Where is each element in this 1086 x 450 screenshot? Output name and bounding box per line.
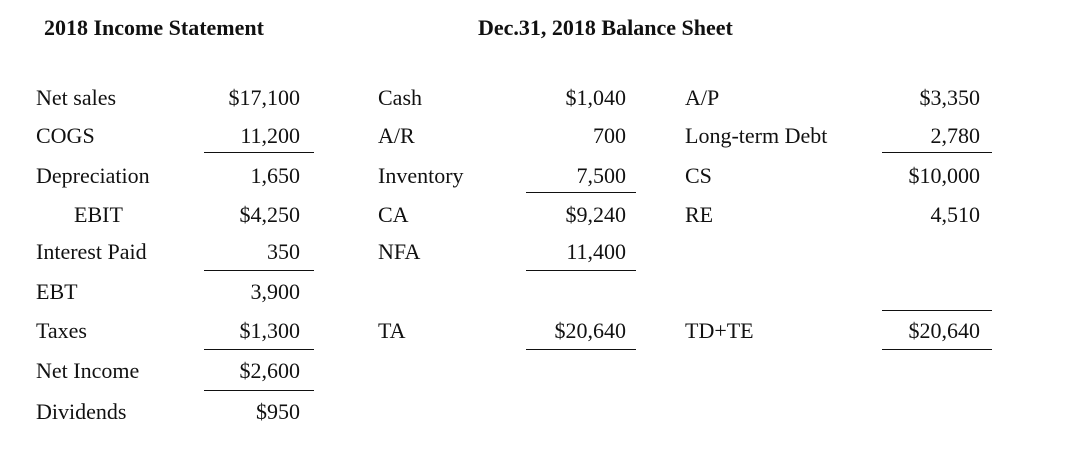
is-label-ebt: EBT	[36, 279, 78, 304]
is-value-depreciation: 1,650	[250, 163, 300, 188]
is-label-net-sales: Net sales	[36, 85, 117, 110]
bs-rule-after-td-te	[882, 349, 992, 350]
bs-label-cash: Cash	[378, 85, 422, 110]
is-value-dividends: $950	[256, 399, 300, 424]
bs-value-nfa: 11,400	[566, 239, 626, 264]
income-statement-title: 2018 Income Statement	[44, 15, 264, 40]
bs-value-long-term-debt: 2,780	[930, 123, 980, 148]
is-label-taxes: Taxes	[36, 318, 87, 343]
bs-rule-after-long-term-debt	[882, 152, 992, 153]
is-value-cogs: 11,200	[240, 123, 300, 148]
bs-rule-after-ta	[526, 349, 636, 350]
bs-value-cash: $1,040	[565, 85, 626, 110]
is-value-net-sales: $17,100	[228, 85, 300, 110]
bs-rule-before-td-te	[882, 310, 992, 311]
is-rule-after-interest	[204, 270, 314, 271]
is-label-cogs: COGS	[36, 123, 95, 148]
bs-value-re: 4,510	[930, 202, 980, 227]
bs-label-ap: A/P	[685, 85, 720, 110]
is-label-depreciation: Depreciation	[36, 163, 150, 188]
bs-rule-after-nfa	[526, 270, 636, 271]
bs-label-nfa: NFA	[378, 239, 421, 264]
bs-label-ta: TA	[378, 318, 406, 343]
balance-sheet-title: Dec.31, 2018 Balance Sheet	[478, 15, 733, 40]
is-value-ebt: 3,900	[250, 279, 300, 304]
is-rule-after-taxes	[204, 349, 314, 350]
bs-value-td-te: $20,640	[908, 318, 980, 343]
is-rule-after-net-income	[204, 390, 314, 391]
bs-label-re: RE	[685, 202, 714, 227]
is-label-net-income: Net Income	[36, 358, 140, 383]
bs-value-ta: $20,640	[554, 318, 626, 343]
bs-label-long-term-debt: Long-term Debt	[685, 123, 828, 148]
is-value-net-income: $2,600	[239, 358, 300, 383]
bs-value-ar: 700	[593, 123, 626, 148]
is-value-interest-paid: 350	[267, 239, 300, 264]
bs-value-ap: $3,350	[919, 85, 980, 110]
bs-value-ca: $9,240	[565, 202, 626, 227]
is-label-interest-paid: Interest Paid	[36, 239, 147, 264]
is-rule-after-cogs	[204, 152, 314, 153]
bs-label-ar: A/R	[378, 123, 415, 148]
bs-value-cs: $10,000	[908, 163, 980, 188]
bs-label-td-te: TD+TE	[685, 318, 754, 343]
is-label-dividends: Dividends	[36, 399, 127, 424]
bs-rule-after-inventory	[526, 192, 636, 193]
bs-value-inventory: 7,500	[576, 163, 626, 188]
bs-label-cs: CS	[685, 163, 712, 188]
bs-label-ca: CA	[378, 202, 409, 227]
is-label-ebit: EBIT	[74, 202, 123, 227]
bs-label-inventory: Inventory	[378, 163, 464, 188]
is-value-ebit: $4,250	[239, 202, 300, 227]
is-value-taxes: $1,300	[239, 318, 300, 343]
